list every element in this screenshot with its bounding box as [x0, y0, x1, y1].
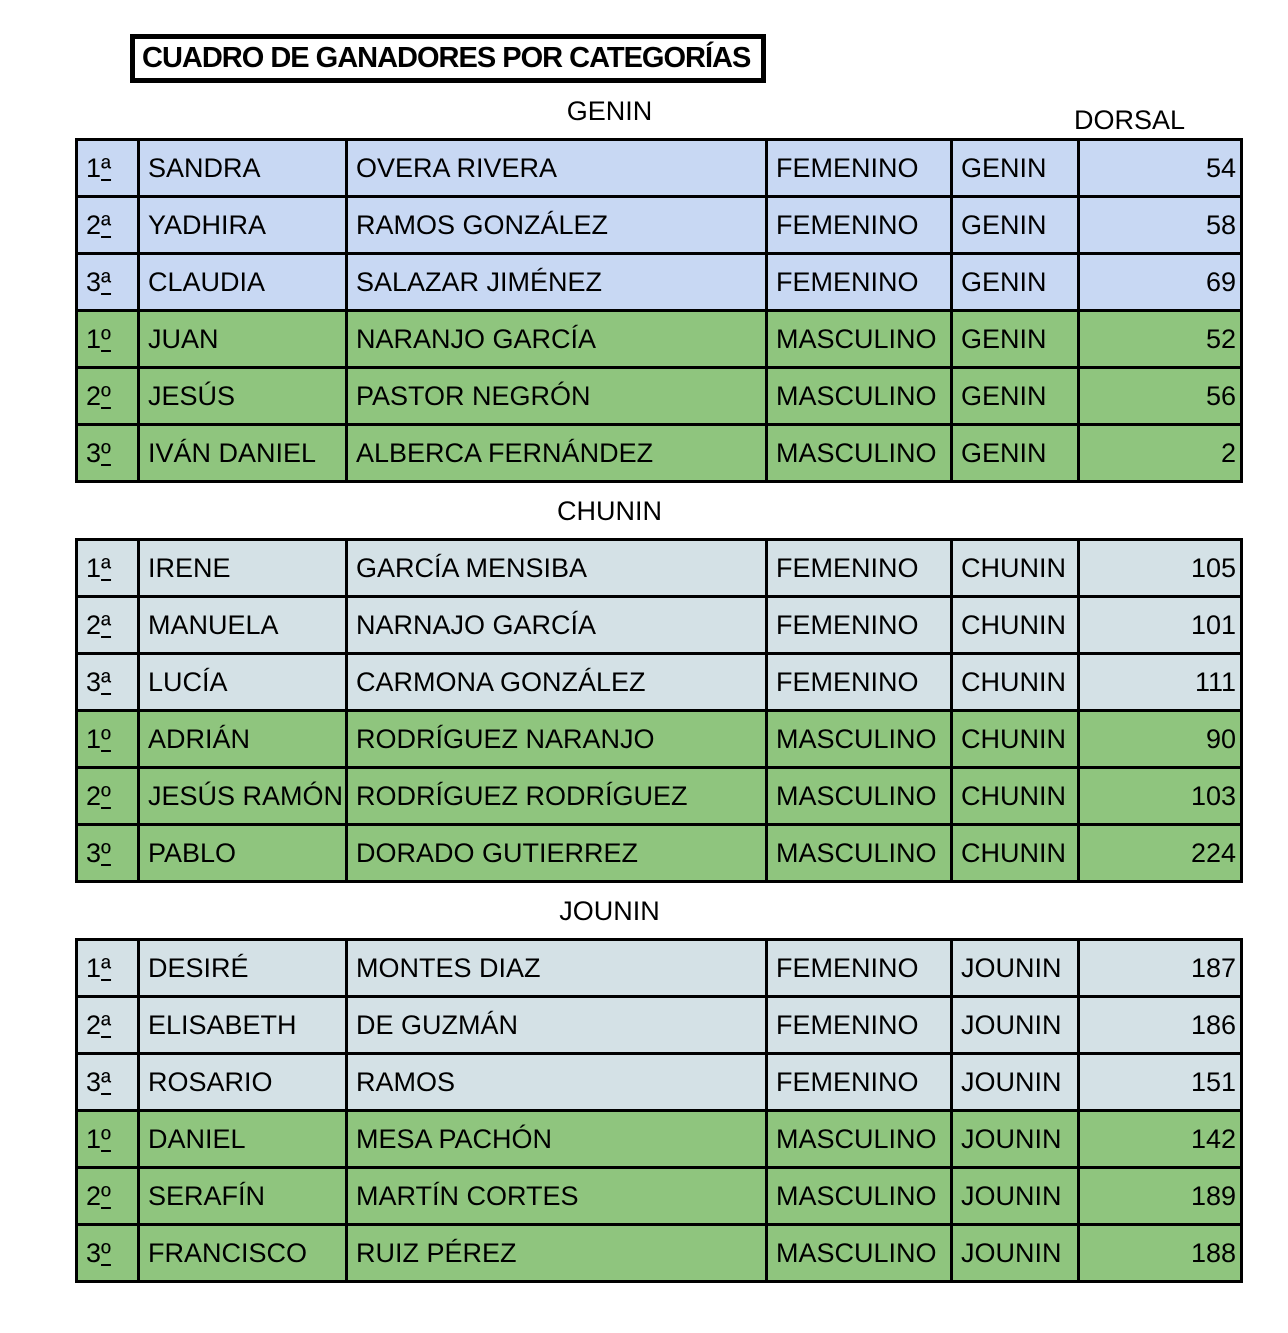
dorsal-cell: 111 [1079, 654, 1242, 711]
last-name-cell: SALAZAR JIMÉNEZ [347, 254, 767, 311]
last-name-cell: MONTES DIAZ [347, 940, 767, 997]
category-cell: GENIN [952, 368, 1079, 425]
last-name-cell: RODRÍGUEZ NARANJO [347, 711, 767, 768]
category-cell: GENIN [952, 197, 1079, 254]
dorsal-cell: 52 [1079, 311, 1242, 368]
rank-cell [77, 368, 139, 425]
winners-table-chunin [75, 538, 1243, 883]
ordinal-indicator: ª [101, 552, 112, 583]
first-name-cell: DESIRÉ [139, 940, 347, 997]
table-row [77, 997, 1242, 1054]
last-name-cell: DE GUZMÁN [347, 997, 767, 1054]
table-row [77, 654, 1242, 711]
gender-cell: FEMENINO [767, 997, 952, 1054]
ordinal-indicator: ª [101, 666, 112, 697]
gender-cell: FEMENINO [767, 654, 952, 711]
sections-container [75, 83, 1240, 1283]
ordinal-indicator: º [101, 723, 111, 754]
rank-cell [77, 425, 139, 482]
category-cell: JOUNIN [952, 1168, 1079, 1225]
category-cell: JOUNIN [952, 940, 1079, 997]
rank-cell [77, 597, 139, 654]
table-row [77, 140, 1242, 197]
gender-cell: MASCULINO [767, 768, 952, 825]
first-name-cell: IRENE [139, 540, 347, 597]
rank-number: 2 [86, 1009, 102, 1040]
ordinal-indicator: º [101, 837, 111, 868]
table-row [77, 825, 1242, 882]
rank-cell [77, 654, 139, 711]
table-row [77, 197, 1242, 254]
rank-cell [77, 768, 139, 825]
table-row [77, 540, 1242, 597]
category-cell: JOUNIN [952, 1054, 1079, 1111]
table-row [77, 711, 1242, 768]
first-name-cell: YADHIRA [139, 197, 347, 254]
ordinal-indicator: º [101, 437, 111, 468]
rank-number: 3 [86, 837, 102, 868]
winners-table-genin [75, 138, 1243, 483]
category-cell: CHUNIN [952, 711, 1079, 768]
table-row [77, 1111, 1242, 1168]
rank-cell [77, 711, 139, 768]
category-section [75, 483, 1240, 883]
table-row [77, 1054, 1242, 1111]
dorsal-cell: 224 [1079, 825, 1242, 882]
first-name-cell: SERAFÍN [139, 1168, 347, 1225]
first-name-cell: SANDRA [139, 140, 347, 197]
ordinal-indicator: ª [101, 266, 112, 297]
rank-cell [77, 940, 139, 997]
rank-number: 2 [86, 609, 102, 640]
rank-number: 2 [86, 380, 102, 411]
rank-number: 3 [86, 666, 102, 697]
category-cell: CHUNIN [952, 768, 1079, 825]
table-row [77, 1225, 1242, 1282]
last-name-cell: RODRÍGUEZ RODRÍGUEZ [347, 768, 767, 825]
rank-number: 3 [86, 266, 102, 297]
first-name-cell: JUAN [139, 311, 347, 368]
table-row [77, 254, 1242, 311]
rank-cell [77, 1168, 139, 1225]
section-header [75, 83, 1240, 138]
rank-cell [77, 311, 139, 368]
winners-table-body [77, 140, 1242, 482]
rank-number: 3 [86, 1237, 102, 1268]
rank-number: 2 [86, 209, 102, 240]
first-name-cell: IVÁN DANIEL [139, 425, 347, 482]
dorsal-cell: 186 [1079, 997, 1242, 1054]
table-row [77, 597, 1242, 654]
gender-cell: MASCULINO [767, 1225, 952, 1282]
category-cell: GENIN [952, 140, 1079, 197]
dorsal-cell: 101 [1079, 597, 1242, 654]
first-name-cell: ROSARIO [139, 1054, 347, 1111]
dorsal-cell: 58 [1079, 197, 1242, 254]
gender-cell: FEMENINO [767, 1054, 952, 1111]
category-cell: JOUNIN [952, 1225, 1079, 1282]
category-cell: CHUNIN [952, 654, 1079, 711]
gender-cell: FEMENINO [767, 597, 952, 654]
category-cell: GENIN [952, 254, 1079, 311]
rank-cell [77, 254, 139, 311]
dorsal-cell: 187 [1079, 940, 1242, 997]
content-wrapper [75, 34, 1240, 1283]
section-title: CHUNIN [557, 496, 662, 526]
dorsal-cell: 105 [1079, 540, 1242, 597]
rank-number: 2 [86, 780, 102, 811]
rank-cell [77, 825, 139, 882]
category-cell: JOUNIN [952, 997, 1079, 1054]
last-name-cell: RUIZ PÉREZ [347, 1225, 767, 1282]
winners-table-body [77, 540, 1242, 882]
category-cell: JOUNIN [952, 1111, 1079, 1168]
dorsal-cell: 54 [1079, 140, 1242, 197]
last-name-cell: NARANJO GARCÍA [347, 311, 767, 368]
gender-cell: FEMENINO [767, 254, 952, 311]
first-name-cell: PABLO [139, 825, 347, 882]
rank-cell [77, 1054, 139, 1111]
section-title: GENIN [566, 96, 653, 126]
category-cell: CHUNIN [952, 540, 1079, 597]
last-name-cell: DORADO GUTIERREZ [347, 825, 767, 882]
first-name-cell: LUCÍA [139, 654, 347, 711]
last-name-cell: CARMONA GONZÁLEZ [347, 654, 767, 711]
table-row [77, 311, 1242, 368]
rank-cell [77, 140, 139, 197]
last-name-cell: RAMOS [347, 1054, 767, 1111]
dorsal-cell: 103 [1079, 768, 1242, 825]
rank-cell [77, 1225, 139, 1282]
rank-number: 1 [86, 952, 102, 983]
gender-cell: MASCULINO [767, 1168, 952, 1225]
page-title: CUADRO DE GANADORES POR CATEGORÍAS [130, 34, 766, 83]
rank-cell [77, 540, 139, 597]
section-header [75, 483, 1240, 538]
ordinal-indicator: º [101, 1123, 111, 1154]
category-cell: GENIN [952, 311, 1079, 368]
ordinal-indicator: º [101, 1180, 111, 1211]
rank-number: 1 [86, 1123, 102, 1154]
category-cell: GENIN [952, 425, 1079, 482]
gender-cell: MASCULINO [767, 425, 952, 482]
last-name-cell: ALBERCA FERNÁNDEZ [347, 425, 767, 482]
dorsal-cell: 2 [1079, 425, 1242, 482]
dorsal-cell: 69 [1079, 254, 1242, 311]
dorsal-cell: 151 [1079, 1054, 1242, 1111]
winners-table-jounin [75, 938, 1243, 1283]
rank-cell [77, 1111, 139, 1168]
dorsal-cell: 56 [1079, 368, 1242, 425]
dorsal-cell: 90 [1079, 711, 1242, 768]
table-row [77, 425, 1242, 482]
gender-cell: MASCULINO [767, 311, 952, 368]
rank-number: 1 [86, 323, 102, 354]
table-row [77, 768, 1242, 825]
last-name-cell: GARCÍA MENSIBA [347, 540, 767, 597]
category-section [75, 83, 1240, 483]
rank-number: 1 [86, 723, 102, 754]
last-name-cell: PASTOR NEGRÓN [347, 368, 767, 425]
gender-cell: FEMENINO [767, 940, 952, 997]
rank-number: 1 [86, 152, 102, 183]
ordinal-indicator: ª [101, 209, 112, 240]
first-name-cell: ADRIÁN [139, 711, 347, 768]
last-name-cell: MESA PACHÓN [347, 1111, 767, 1168]
first-name-cell: JESÚS [139, 368, 347, 425]
gender-cell: FEMENINO [767, 140, 952, 197]
dorsal-cell: 188 [1079, 1225, 1242, 1282]
first-name-cell: CLAUDIA [139, 254, 347, 311]
gender-cell: MASCULINO [767, 1111, 952, 1168]
ordinal-indicator: º [101, 780, 111, 811]
first-name-cell: FRANCISCO [139, 1225, 347, 1282]
dorsal-column-header: DORSAL [1073, 105, 1185, 135]
table-row [77, 368, 1242, 425]
last-name-cell: MARTÍN CORTES [347, 1168, 767, 1225]
ordinal-indicator: ª [101, 952, 112, 983]
rank-number: 3 [86, 437, 102, 468]
first-name-cell: JESÚS RAMÓN [139, 768, 347, 825]
gender-cell: FEMENINO [767, 197, 952, 254]
section-header [75, 883, 1240, 938]
dorsal-cell: 142 [1079, 1111, 1242, 1168]
dorsal-cell: 189 [1079, 1168, 1242, 1225]
gender-cell: MASCULINO [767, 825, 952, 882]
rank-cell [77, 997, 139, 1054]
gender-cell: MASCULINO [767, 368, 952, 425]
table-row [77, 1168, 1242, 1225]
last-name-cell: OVERA RIVERA [347, 140, 767, 197]
ordinal-indicator: º [101, 323, 111, 354]
last-name-cell: NARNAJO GARCÍA [347, 597, 767, 654]
last-name-cell: RAMOS GONZÁLEZ [347, 197, 767, 254]
rank-number: 1 [86, 552, 102, 583]
first-name-cell: DANIEL [139, 1111, 347, 1168]
category-cell: CHUNIN [952, 597, 1079, 654]
first-name-cell: ELISABETH [139, 997, 347, 1054]
rank-number: 3 [86, 1066, 102, 1097]
category-cell: CHUNIN [952, 825, 1079, 882]
ordinal-indicator: º [101, 380, 111, 411]
ordinal-indicator: ª [101, 609, 112, 640]
first-name-cell: MANUELA [139, 597, 347, 654]
gender-cell: FEMENINO [767, 540, 952, 597]
rank-cell [77, 197, 139, 254]
rank-number: 2 [86, 1180, 102, 1211]
ordinal-indicator: ª [101, 1009, 112, 1040]
gender-cell: MASCULINO [767, 711, 952, 768]
section-title: JOUNIN [559, 896, 660, 926]
winners-table-body [77, 940, 1242, 1282]
ordinal-indicator: º [101, 1237, 111, 1268]
ordinal-indicator: ª [101, 1066, 112, 1097]
ordinal-indicator: ª [101, 152, 112, 183]
table-row [77, 940, 1242, 997]
category-section [75, 883, 1240, 1283]
